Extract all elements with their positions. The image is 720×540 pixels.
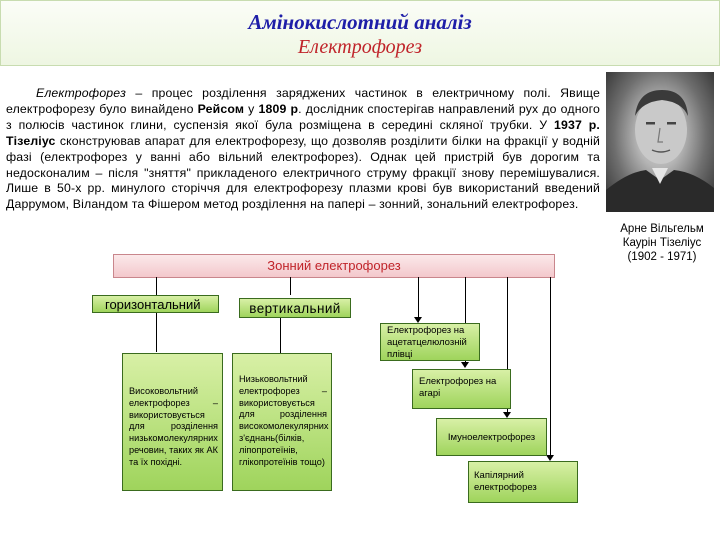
arrow-agar bbox=[461, 362, 469, 368]
box-capillary: Капілярний електрофорез bbox=[468, 461, 578, 503]
photo-caption: Арне Вільгельм Каурін Тізеліус (1902 - 1971) bbox=[620, 223, 704, 263]
term-electrophoresis: Електрофорез bbox=[36, 86, 127, 100]
connector-high-voltage bbox=[156, 312, 157, 352]
box-vertical: вертикальний bbox=[239, 298, 351, 318]
slide-title: Амінокислотний аналіз bbox=[248, 10, 472, 34]
connector-capillary bbox=[550, 277, 551, 456]
zone-electrophoresis-banner: Зонний електрофорез bbox=[113, 254, 555, 278]
box-high-voltage: Високовольтний електрофорез – використовується для розділення низькомолекулярних речовин, таких як АК та їх похідні. bbox=[122, 353, 223, 491]
box-low-voltage: Низьковольтний електрофорез – використовується для розділення високомолекулярних з'єднань(білків, ліпопротеїнів, глікопротеїнів тощо) bbox=[232, 353, 332, 491]
intro-paragraph: Електрофорез – процес розділення заряджених частинок в електричному полі. Явище електрофорезу було винайдено Рейсом у 1809 р. дослідник спостерігав направлений рух до одного з полюсів частинок глини, суспензія якої була розміщена в середині скляної трубки. У 1937 р. Тізеліус сконструював апарат для електрофорезу, що дозволяв розділити білки на фракції у водній фазі (електрофорез у ванні або вільний електрофорез). Однак цей пристрій був дорогим та недосконалим – після "зняття" прикладеного електричного струму фракції знову перемішувалися. Лише в 50-х рр. минулого сторіччя для електрофорезу плазми крові був використаний введений Даррумом, Віландом та Фішером метод розділення на папері – зонний, зональний електрофорез. bbox=[6, 86, 600, 212]
box-immunoelectrophoresis: Імуноелектрофорез bbox=[436, 418, 547, 456]
box-horizontal: горизонтальний bbox=[92, 295, 219, 313]
connector-low-voltage bbox=[280, 318, 281, 354]
connector-cellulose bbox=[418, 277, 419, 318]
connector-horizontal bbox=[156, 277, 157, 295]
box-cellulose-acetate: Електрофорез на ацетатцелюлозній плівці bbox=[380, 323, 480, 361]
year-1809: 1809 р bbox=[258, 101, 299, 116]
connector-vertical bbox=[290, 277, 291, 295]
year-1937-tiselius: 1937 р. Тізеліус bbox=[6, 117, 600, 148]
box-agar: Електрофорез на агарі bbox=[412, 369, 511, 409]
portrait-silhouette bbox=[606, 72, 714, 212]
slide-subtitle: Електрофорез bbox=[297, 36, 423, 58]
name-reis: Рейсом bbox=[197, 101, 245, 116]
portrait-photo bbox=[606, 72, 714, 212]
